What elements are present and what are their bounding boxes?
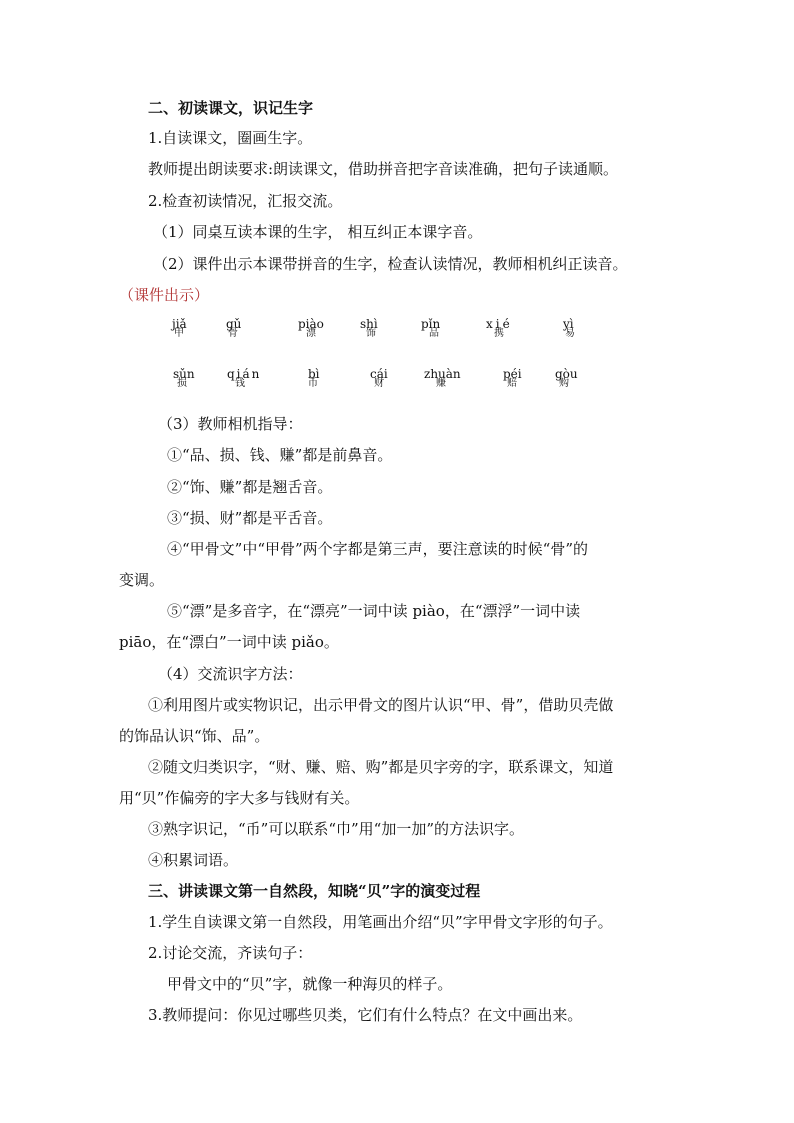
pinyin-text: yì	[563, 317, 574, 331]
hanzi-char: 甲	[174, 328, 184, 339]
guidance-item-4-cont: 变调。	[119, 571, 165, 589]
hanzi-char: 损	[177, 378, 187, 389]
hanzi-char: 易	[565, 328, 575, 339]
pinyin-text: pǐn	[421, 317, 441, 331]
pinyin-text: sǔn	[173, 367, 195, 381]
pinyin-text: xié	[486, 317, 513, 331]
pinyin-text: piào	[298, 317, 324, 331]
hanzi-char: 赔	[507, 378, 517, 389]
courseware-note: （课件出示）	[119, 286, 210, 304]
method-3: ③熟字识记，“币”可以联系“巾”用“加一加”的方法识字。	[148, 820, 525, 838]
method-2: ②随文归类识字，“财、赚、赔、购”都是贝字旁的字，联系课文，知道	[148, 758, 614, 776]
hanzi-char: 币	[308, 378, 318, 389]
sec3-step-1: 1.学生自读课文第一自然段，用笔画出介绍“贝”字甲骨文字形的句子。	[148, 913, 613, 931]
pinyin-row-1	[0, 317, 794, 347]
hanzi-char: 携	[494, 328, 504, 339]
method-2-cont: 用“贝”作偏旁的字大多与钱财有关。	[119, 789, 360, 807]
hanzi-char: 饰	[366, 328, 376, 339]
substep-4: （4）交流识字方法：	[158, 665, 303, 683]
substep-3: （3）教师相机指导：	[158, 415, 303, 433]
guidance-item-5: ⑤“漂”是多音字，在“漂亮”一词中读 piào，在“漂浮”一词中读	[167, 602, 581, 620]
hanzi-char: 钱	[235, 378, 245, 389]
teacher-reading-requirement: 教师提出朗读要求:朗读课文，借助拼音把字音读准确，把句子读通顺。	[148, 160, 619, 178]
pinyin-text: cái	[370, 367, 388, 381]
pinyin-text: gòu	[555, 367, 578, 381]
guidance-item-1: ①“品、损、钱、赚”都是前鼻音。	[167, 446, 393, 464]
method-4: ④积累词语。	[148, 851, 239, 869]
guidance-item-2: ②“饰、赚”都是翘舌音。	[167, 478, 333, 496]
substep-2: （2）课件出示本课带拼音的生字，检查认读情况，教师相机纠正读音。	[153, 255, 628, 273]
guidance-item-3: ③“损、财”都是平舌音。	[167, 509, 333, 527]
sec3-step-2: 2.讨论交流，齐读句子：	[148, 944, 313, 962]
guidance-item-4: ④“甲骨文”中“甲骨”两个字都是第三声，要注意读的时候“骨”的	[167, 540, 589, 558]
hanzi-char: 赚	[436, 378, 446, 389]
hanzi-char: 品	[429, 328, 439, 339]
step-2: 2.检查初读情况，汇报交流。	[148, 192, 343, 210]
hanzi-char: 漂	[306, 328, 316, 339]
hanzi-char: 骨	[228, 328, 238, 339]
pinyin-text: zhuàn	[424, 367, 461, 381]
sec3-step-3: 3.教师提问：你见过哪些贝类，它们有什么特点？在文中画出来。	[148, 1006, 583, 1024]
pinyin-text: shì	[360, 317, 378, 331]
section-heading-2: 二、初读课文，识记生字	[148, 99, 314, 117]
method-1: ①利用图片或实物识记，出示甲骨文的图片认识“甲、骨”，借助贝壳做	[148, 696, 614, 714]
pinyin-text: jiǎ	[172, 317, 187, 331]
pinyin-text: gǔ	[226, 317, 242, 331]
substep-1: （1）同桌互读本课的生字， 相互纠正本课字音。	[153, 223, 483, 241]
step-1: 1.自读课文，圈画生字。	[148, 129, 313, 147]
section-heading-3: 三、讲读课文第一自然段，知晓“贝”字的演变过程	[148, 882, 481, 900]
sec3-quote: 甲骨文中的“贝”字，就像一种海贝的样子。	[167, 975, 453, 993]
pinyin-row-2	[0, 367, 794, 397]
hanzi-char: 财	[374, 378, 384, 389]
method-1-cont: 的饰品认识“饰、品”。	[119, 727, 270, 745]
guidance-item-5-cont: piāo，在“漂白”一词中读 piǎo。	[119, 633, 339, 651]
pinyin-text: péi	[503, 367, 522, 381]
pinyin-text: qián	[227, 367, 262, 381]
pinyin-text: bì	[308, 367, 320, 381]
hanzi-char: 购	[559, 378, 569, 389]
